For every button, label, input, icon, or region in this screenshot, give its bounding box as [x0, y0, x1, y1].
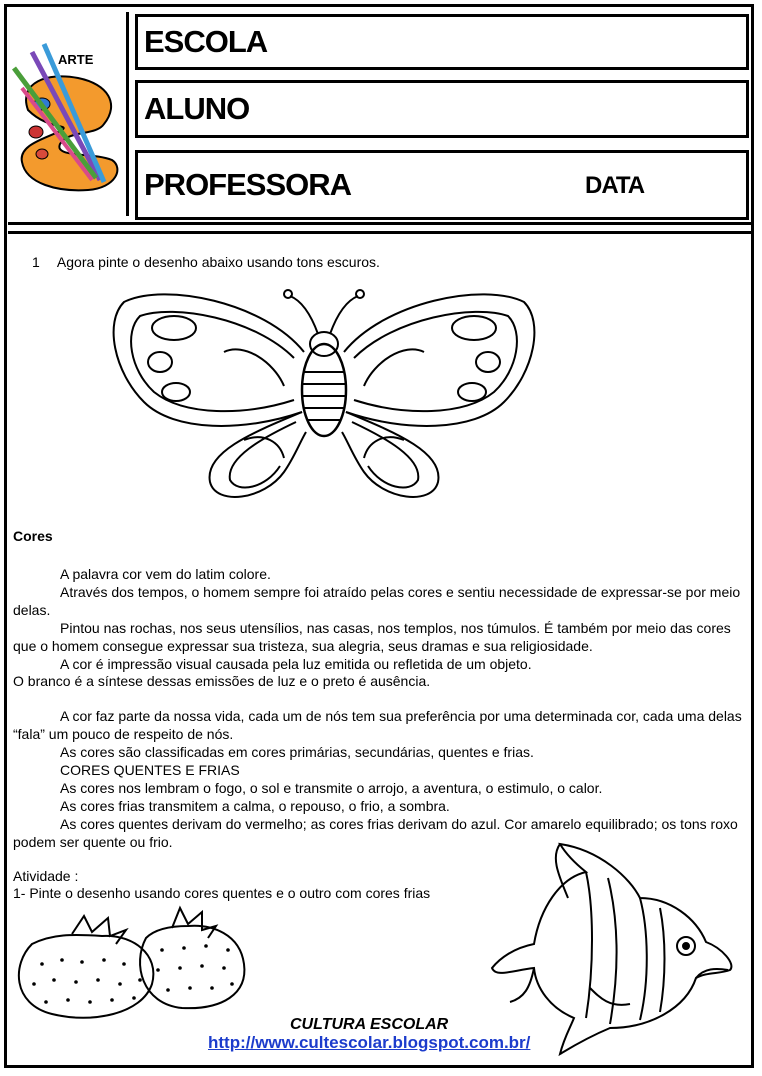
paragraph: Através dos tempos, o homem sempre foi atraído pelas cores e sentiu necessidade de expressar-se por meio delas.	[13, 583, 741, 618]
activity-title: Atividade :	[13, 868, 79, 884]
butterfly-drawing	[104, 282, 544, 510]
paragraph: A cor é impressão visual causada pela luz emitida ou refletida de um objeto.	[60, 655, 532, 672]
fish-drawing	[490, 838, 740, 1060]
activity-item: 1- Pinte o desenho usando cores quentes e o outro com cores frias	[13, 885, 431, 901]
student-label: ALUNO	[144, 91, 250, 126]
date-label: DATA	[585, 172, 645, 199]
instruction	[32, 254, 380, 270]
school-field	[135, 14, 749, 70]
paragraph: CORES QUENTES E FRIAS	[60, 762, 240, 779]
school-label: ESCOLA	[144, 24, 268, 59]
paragraph: As cores nos lembram o fogo, o sol e transmite o arrojo, a aventura, o estimulo, o calor.	[60, 779, 603, 796]
paragraph: As cores frias transmitem a calma, o repouso, o frio, a sombra.	[60, 797, 450, 814]
logo-box	[8, 12, 129, 216]
paragraph: As cores são classificadas em cores primárias, secundárias, quentes e frias.	[60, 744, 534, 761]
footer-title: CULTURA ESCOLAR	[290, 1016, 449, 1033]
logo-text: ARTE	[58, 52, 94, 67]
student-field	[135, 80, 749, 138]
body-text	[13, 566, 743, 852]
paragraph: O branco é a síntese dessas emissões de luz e o preto é ausência.	[13, 673, 431, 690]
teacher-field	[135, 150, 749, 220]
art-palette-logo	[8, 12, 126, 216]
instruction-number: 1	[32, 254, 40, 270]
teacher-label: PROFESSORA	[144, 167, 352, 202]
paragraph: A cor faz parte da nossa vida, cada um de nós tem sua preferência por uma determinada cor, cada uma delas “fala” um pouco de respeito de nós.	[13, 708, 742, 743]
instruction-text: Agora pinte o desenho abaixo usando tons escuros.	[56, 254, 380, 270]
strawberries-drawing	[12, 904, 252, 1024]
paragraph: A palavra cor vem do latim colore.	[60, 566, 271, 582]
activity	[13, 868, 430, 902]
paragraph: Pintou nas rochas, nos seus utensílios, nas casas, nos templos, nos túmulos. É também por meio das cores que o homem consegue expressar sua tristeza, sua alegria, seus dramas e sua religiosidade.	[13, 619, 731, 654]
section-title: Cores	[13, 528, 53, 544]
footer-link[interactable]: http://www.cultescolar.blogspot.com.br/	[208, 1033, 531, 1052]
header-separator	[8, 222, 754, 234]
paragraph: As cores quentes derivam do vermelho; as cores frias derivam do azul. Cor amarelo equilibrado; os tons roxo podem ser quente ou frio.	[13, 815, 738, 850]
